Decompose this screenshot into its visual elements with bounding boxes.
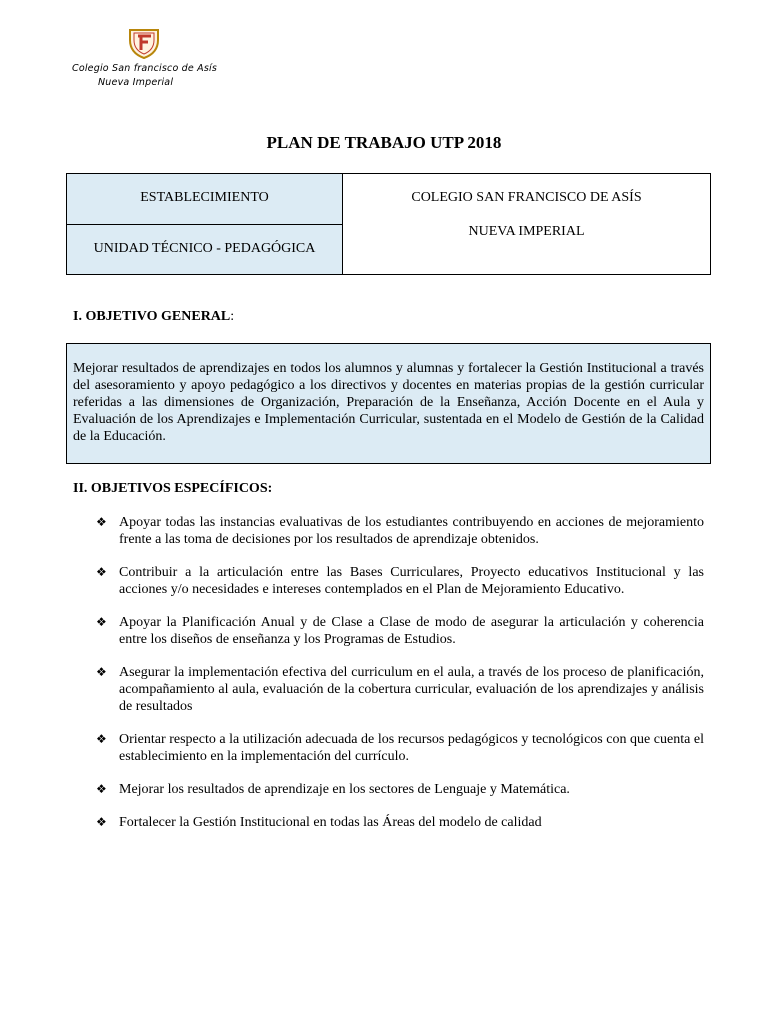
document-title: PLAN DE TRABAJO UTP 2018 — [266, 133, 502, 152]
objetivos-especificos-heading: II. OBJETIVOS ESPECÍFICOS: — [73, 481, 273, 496]
list-item-text: Orientar respecto a la utilización adecuada de los recursos pedagógicos y tecnológicos con que cuenta el establecimiento en la implementación del currículo. — [119, 732, 704, 764]
list-item-text: Apoyar la Planificación Anual y de Clase a Clase de modo de asegurar la articulación y coherencia entre los diseños de enseñanza y los Programas de Estudios. — [119, 615, 704, 647]
unidad-label: UNIDAD TÉCNICO - PEDAGÓGICA — [67, 225, 342, 274]
objetivos-especificos-list — [96, 514, 704, 847]
school-value: COLEGIO SAN FRANCISCO DE ASÍS — [411, 190, 642, 205]
objetivo-general-heading — [73, 309, 234, 325]
list-item-text: Contribuir a la articulación entre las Bases Curriculares, Proyecto educativos Institucional y las acciones y/o necesidades e intereses contemplados en el Plan de Mejoramiento Educativo. — [119, 565, 704, 597]
diamond-bullet-icon: ❖ — [96, 782, 107, 796]
list-item-text: Asegurar la implementación efectiva del curriculum en el aula, a través de los proceso de planificación, acompañamiento al aula, evaluación de la cobertura curricular, evaluación de los aprendizajes y análisis de resultados — [119, 665, 704, 714]
school-name: Colegio San francisco de Asís — [72, 63, 218, 74]
list-item-text: Fortalecer la Gestión Institucional en todas las Áreas del modelo de calidad — [119, 815, 542, 830]
list-item-text: Mejorar los resultados de aprendizaje en los sectores de Lenguaje y Matemática. — [119, 782, 570, 797]
info-table-left-column — [67, 174, 343, 274]
list-item — [96, 514, 704, 548]
list-item — [96, 564, 704, 598]
diamond-bullet-icon: ❖ — [96, 815, 107, 829]
list-item — [96, 614, 704, 648]
list-item — [96, 664, 704, 715]
info-table-right-column — [343, 174, 710, 274]
city-value: NUEVA IMPERIAL — [468, 224, 585, 239]
school-crest-logo — [126, 26, 162, 60]
info-table — [66, 173, 711, 275]
establecimiento-label: ESTABLECIMIENTO — [67, 174, 342, 225]
list-item-text: Apoyar todas las instancias evaluativas de los estudiantes contribuyendo en acciones de mejoramiento frente a las toma de decisiones por los resultados de aprendizaje obtenidos. — [119, 515, 704, 547]
diamond-bullet-icon: ❖ — [96, 565, 107, 579]
list-item — [96, 731, 704, 765]
list-item — [96, 781, 704, 798]
list-item — [96, 814, 704, 831]
school-city: Nueva Imperial — [98, 77, 174, 88]
diamond-bullet-icon: ❖ — [96, 732, 107, 746]
objetivo-general-heading-text: I. OBJETIVO GENERAL — [73, 309, 231, 324]
diamond-bullet-icon: ❖ — [96, 665, 107, 679]
diamond-bullet-icon: ❖ — [96, 615, 107, 629]
objetivo-general-heading-colon: : — [230, 309, 235, 324]
diamond-bullet-icon: ❖ — [96, 515, 107, 529]
objetivo-general-box: Mejorar resultados de aprendizajes en todos los alumnos y alumnas y fortalecer la Gestión Institucional a través del asesoramiento y apoyo pedagógico a los directivos y docentes en materias propias de la gestión curricular referidas a las dimensiones de Organización, Preparación de la Enseñanza, Acción Docente en el Aula y Evaluación de los Aprendizajes e Implementación Curricular, sustentada en el Modelo de Gestión de la Calidad de la Educación. — [66, 343, 711, 464]
